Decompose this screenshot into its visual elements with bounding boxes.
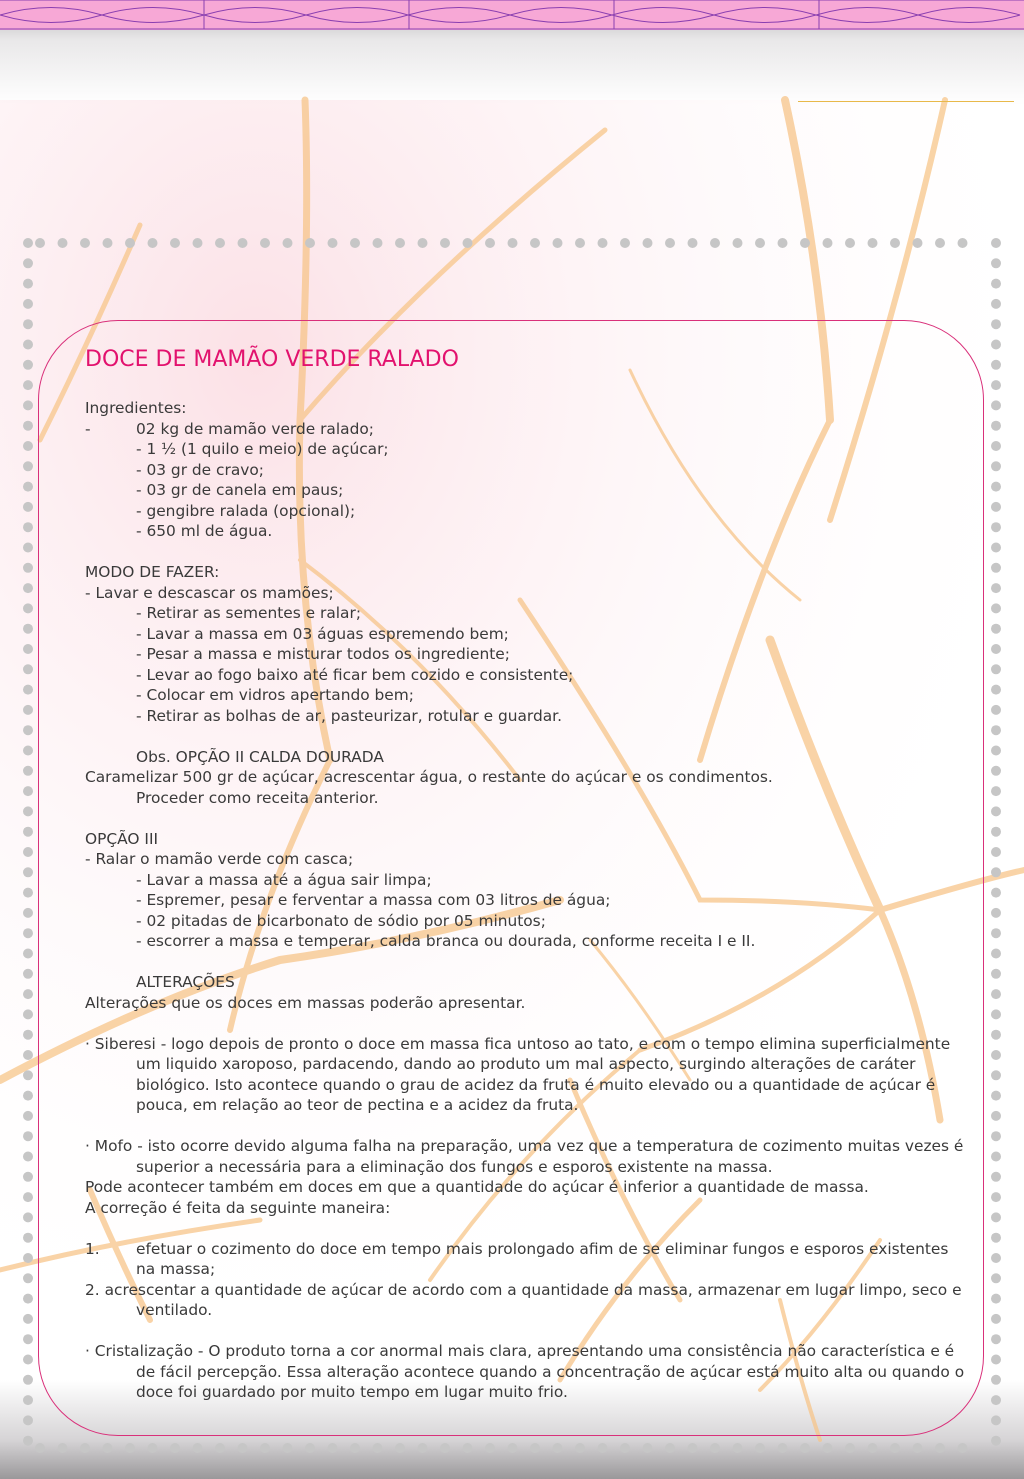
border-dot xyxy=(23,421,33,431)
border-dot xyxy=(755,238,765,248)
border-dot xyxy=(215,1443,225,1453)
border-dot xyxy=(170,1443,180,1453)
border-dot xyxy=(23,908,33,918)
border-dot xyxy=(373,1443,383,1453)
border-dot xyxy=(935,1443,945,1453)
border-dot xyxy=(733,1443,743,1453)
border-dot xyxy=(23,380,33,390)
border-dot xyxy=(845,238,855,248)
border-dot xyxy=(373,238,383,248)
border-dot xyxy=(665,1443,675,1453)
border-dot xyxy=(991,522,1001,532)
border-dot xyxy=(23,441,33,451)
border-dot xyxy=(991,563,1001,573)
border-dot xyxy=(23,1294,33,1304)
border-dot xyxy=(305,238,315,248)
border-dot xyxy=(23,400,33,410)
border-dot xyxy=(991,1395,1001,1405)
ingredient-item: - gengibre ralada (opcional); xyxy=(136,501,356,520)
border-dot xyxy=(148,1443,158,1453)
border-dot xyxy=(23,1314,33,1324)
alteration-mofo-extra: A correção é feita da seguinte maneira: xyxy=(85,1198,391,1217)
border-dot xyxy=(991,1415,1001,1425)
option3-step: - Espremer, pesar e ferventar a massa com 03 litros de água; xyxy=(136,891,611,909)
border-dot xyxy=(215,238,225,248)
border-dot xyxy=(991,1375,1001,1385)
border-dot xyxy=(553,238,563,248)
border-dot xyxy=(991,1192,1001,1202)
border-dot xyxy=(991,705,1001,715)
border-dot xyxy=(23,1355,33,1365)
border-dot xyxy=(23,1131,33,1141)
border-dot xyxy=(800,238,810,248)
border-dot xyxy=(23,888,33,898)
border-dot xyxy=(991,299,1001,309)
border-dot xyxy=(991,989,1001,999)
border-dot xyxy=(23,928,33,938)
method-step: - Levar ao fogo baixo até ficar bem cozido e consistente; xyxy=(136,665,574,684)
border-dot xyxy=(991,543,1001,553)
correction-text: efetuar o cozimento do doce em tempo mais prolongado afim de se eliminar fungos e esporos existentes na massa; xyxy=(136,1239,949,1278)
correction-number: 1. xyxy=(85,1239,100,1258)
border-dot xyxy=(260,238,270,248)
border-dot xyxy=(148,238,158,248)
alterations-heading: ALTERAÇÕES xyxy=(136,973,235,991)
border-dot xyxy=(23,1212,33,1222)
border-dot xyxy=(58,1443,68,1453)
border-dot xyxy=(440,1443,450,1453)
border-dot xyxy=(575,1443,585,1453)
border-dot xyxy=(23,685,33,695)
border-dot xyxy=(991,1334,1001,1344)
border-dot xyxy=(643,238,653,248)
border-dot xyxy=(35,238,45,248)
border-dot xyxy=(23,664,33,674)
border-dot xyxy=(991,441,1001,451)
border-dot xyxy=(710,238,720,248)
border-dot xyxy=(991,766,1001,776)
border-dot xyxy=(23,989,33,999)
method-step: - Pesar a massa e misturar todos os ingrediente; xyxy=(136,645,510,663)
border-dot xyxy=(23,360,33,370)
border-dot xyxy=(991,340,1001,350)
border-dot xyxy=(991,624,1001,634)
border-dot xyxy=(23,461,33,471)
border-dot xyxy=(23,522,33,532)
border-dot xyxy=(80,238,90,248)
border-dot xyxy=(125,1443,135,1453)
border-dot xyxy=(991,827,1001,837)
border-dot xyxy=(620,1443,630,1453)
border-dot xyxy=(991,1294,1001,1304)
ingredient-item: - 1 ½ (1 quilo e meio) de açúcar; xyxy=(136,440,389,458)
option3-step: - escorrer a massa e temperar, calda branca ou dourada, conforme receita I e II. xyxy=(136,932,756,950)
border-dot xyxy=(23,1273,33,1283)
border-dot xyxy=(395,1443,405,1453)
ingredient-first-marker: - xyxy=(85,419,91,438)
border-dot xyxy=(778,238,788,248)
border-dot xyxy=(23,1050,33,1060)
border-dot xyxy=(305,1443,315,1453)
border-dot xyxy=(991,1172,1001,1182)
recipe-content xyxy=(85,345,970,1403)
border-dot xyxy=(991,1070,1001,1080)
border-dot xyxy=(991,786,1001,796)
border-dot xyxy=(395,238,405,248)
ingredient-item: - 03 gr de canela em paus; xyxy=(136,481,344,499)
alteration-siberesi: · Siberesi - logo depois de pronto o doce em massa fica untoso ao tato, e com o tempo elimina superficialmente um liquido xaroposo, pardacendo, dando ao produto um mal aspecto, surgindo alterações de caráter biológico. Isto acontece quando o grau de acidez da fruta é muito elevado ou a quantidade de açúcar é pouca, em relação ao teor de pectina e a acidez da fruta. xyxy=(85,1034,951,1114)
border-dot xyxy=(23,1436,33,1446)
correction-item-2: 2. acrescentar a quantidade de açúcar de acordo com a quantidade da massa, armazenar em lugar limpo, seco e ventilado. xyxy=(85,1280,962,1319)
option3-heading: OPÇÃO III xyxy=(85,829,159,848)
border-dot xyxy=(991,1253,1001,1263)
correction-item-1 xyxy=(85,1239,970,1280)
alterations-intro: Alterações que os doces em massas poderão apresentar. xyxy=(85,993,526,1012)
border-dot xyxy=(991,969,1001,979)
border-dot xyxy=(23,603,33,613)
border-dot xyxy=(440,238,450,248)
border-dot xyxy=(23,1253,33,1263)
border-dot xyxy=(193,238,203,248)
border-dot xyxy=(991,380,1001,390)
border-dot xyxy=(23,1152,33,1162)
border-dot xyxy=(991,685,1001,695)
border-dot xyxy=(530,1443,540,1453)
border-dot xyxy=(238,1443,248,1453)
border-dot xyxy=(23,949,33,959)
border-dot xyxy=(23,238,33,248)
border-dot xyxy=(890,1443,900,1453)
border-dot xyxy=(913,238,923,248)
method-step: - Retirar as sementes e ralar; xyxy=(136,604,362,622)
border-dot xyxy=(958,1443,968,1453)
border-dot xyxy=(23,806,33,816)
border-dot xyxy=(80,1443,90,1453)
border-dot xyxy=(991,583,1001,593)
border-dot xyxy=(991,400,1001,410)
border-dot xyxy=(23,847,33,857)
border-dot xyxy=(328,238,338,248)
border-dot xyxy=(991,1436,1001,1446)
border-dot xyxy=(800,1443,810,1453)
method-step: - Lavar a massa em 03 águas espremendo bem; xyxy=(136,624,509,643)
border-dot xyxy=(23,1009,33,1019)
border-dot xyxy=(23,340,33,350)
border-dot xyxy=(620,238,630,248)
border-dot xyxy=(665,238,675,248)
option2-text: Proceder como receita anterior. xyxy=(136,788,379,807)
border-dot xyxy=(643,1443,653,1453)
border-dot xyxy=(418,1443,428,1453)
border-dot xyxy=(23,299,33,309)
border-dot xyxy=(890,238,900,248)
border-dot xyxy=(991,1273,1001,1283)
ingredient-first-text: 02 kg de mamão verde ralado; xyxy=(136,419,374,438)
option3-step-first: - Ralar o mamão verde com casca; xyxy=(85,850,354,868)
border-dot xyxy=(868,238,878,248)
border-dot xyxy=(170,238,180,248)
ingredient-first xyxy=(85,419,970,440)
border-dot xyxy=(868,1443,878,1453)
border-dot xyxy=(991,360,1001,370)
border-dot xyxy=(991,482,1001,492)
border-dot xyxy=(991,928,1001,938)
border-dot xyxy=(23,766,33,776)
border-dot xyxy=(845,1443,855,1453)
border-dot xyxy=(23,1334,33,1344)
border-dot xyxy=(991,1009,1001,1019)
border-dot xyxy=(23,786,33,796)
border-dot xyxy=(823,1443,833,1453)
border-dot xyxy=(58,238,68,248)
border-dot xyxy=(991,806,1001,816)
border-dot xyxy=(125,238,135,248)
border-dot xyxy=(23,258,33,268)
border-dot xyxy=(23,1415,33,1425)
border-dot xyxy=(23,1091,33,1101)
border-dot xyxy=(991,1314,1001,1324)
border-dot xyxy=(23,482,33,492)
border-dot xyxy=(283,1443,293,1453)
alteration-cristalizacao: · Cristalização - O produto torna a cor anormal mais clara, apresentando uma consistência não característica e é de fácil percepção. Essa alteração acontece quando a concentração de açúcar está muito alta ou quando o doce foi guardado por muito tempo em lugar muito frio. xyxy=(85,1342,965,1401)
border-dot xyxy=(598,238,608,248)
border-dot xyxy=(991,421,1001,431)
border-dot xyxy=(23,624,33,634)
border-dot xyxy=(991,1233,1001,1243)
option2-text: Caramelizar 500 gr de açúcar, acrescentar água, o restante do açúcar e os condimentos. xyxy=(85,768,773,786)
border-dot xyxy=(991,1050,1001,1060)
border-dot xyxy=(193,1443,203,1453)
border-dot xyxy=(103,1443,113,1453)
border-dot xyxy=(991,1152,1001,1162)
border-dot xyxy=(350,238,360,248)
border-dot xyxy=(23,543,33,553)
border-dot xyxy=(23,1375,33,1385)
border-dot xyxy=(991,1111,1001,1121)
border-dot xyxy=(23,705,33,715)
border-dot xyxy=(991,746,1001,756)
border-dot xyxy=(103,238,113,248)
border-dot xyxy=(991,1030,1001,1040)
border-dot xyxy=(991,888,1001,898)
border-dot xyxy=(991,725,1001,735)
border-dot xyxy=(463,238,473,248)
border-dot xyxy=(23,644,33,654)
border-dot xyxy=(991,867,1001,877)
border-dot xyxy=(463,1443,473,1453)
border-dot xyxy=(553,1443,563,1453)
method-heading: MODO DE FAZER: xyxy=(85,563,220,581)
border-dot xyxy=(23,1172,33,1182)
border-dot xyxy=(755,1443,765,1453)
border-dot xyxy=(23,1192,33,1202)
border-dot xyxy=(23,279,33,289)
border-dot xyxy=(598,1443,608,1453)
border-dot xyxy=(991,238,1001,248)
border-dot xyxy=(823,238,833,248)
border-dot xyxy=(350,1443,360,1453)
ingredient-item: - 03 gr de cravo; xyxy=(136,460,264,479)
border-dot xyxy=(418,238,428,248)
border-dot xyxy=(710,1443,720,1453)
border-dot xyxy=(991,847,1001,857)
border-dot xyxy=(991,279,1001,289)
border-dot xyxy=(991,502,1001,512)
border-dot xyxy=(530,238,540,248)
ingredient-item: - 650 ml de água. xyxy=(136,522,273,540)
border-dot xyxy=(23,319,33,329)
border-dot xyxy=(991,603,1001,613)
border-dot xyxy=(991,664,1001,674)
border-dot xyxy=(35,1443,45,1453)
border-dot xyxy=(991,1131,1001,1141)
border-dot xyxy=(23,1030,33,1040)
alteration-mofo: · Mofo - isto ocorre devido alguma falha na preparação, uma vez que a temperatura de cozimento muitas vezes é superior a necessária para a eliminação dos fungos e esporos existente na massa. xyxy=(85,1137,964,1176)
border-dot xyxy=(991,644,1001,654)
border-dot xyxy=(23,1111,33,1121)
border-dot xyxy=(23,502,33,512)
border-dot xyxy=(283,238,293,248)
border-dot xyxy=(23,969,33,979)
border-dot xyxy=(328,1443,338,1453)
border-dot xyxy=(508,238,518,248)
border-dot xyxy=(991,1355,1001,1365)
border-dot xyxy=(688,238,698,248)
border-dot xyxy=(485,238,495,248)
border-dot xyxy=(23,1395,33,1405)
border-dot xyxy=(508,1443,518,1453)
ingredients-heading: Ingredientes: xyxy=(85,399,187,417)
border-dot xyxy=(913,1443,923,1453)
border-dot xyxy=(991,319,1001,329)
border-dot xyxy=(991,258,1001,268)
border-dot xyxy=(991,461,1001,471)
border-dot xyxy=(991,1212,1001,1222)
border-dot xyxy=(688,1443,698,1453)
border-dot xyxy=(935,238,945,248)
border-dot xyxy=(260,1443,270,1453)
border-dot xyxy=(991,908,1001,918)
border-dot xyxy=(733,238,743,248)
border-dot xyxy=(23,746,33,756)
method-step-first: - Lavar e descascar os mamões; xyxy=(85,583,334,602)
recipe-title: DOCE DE MAMÃO VERDE RALADO xyxy=(85,347,459,372)
border-dot xyxy=(23,1233,33,1243)
method-step: - Retirar as bolhas de ar, pasteurizar, rotular e guardar. xyxy=(136,706,562,725)
border-dot xyxy=(991,1091,1001,1101)
border-dot xyxy=(238,238,248,248)
border-dot xyxy=(23,583,33,593)
border-dot xyxy=(23,725,33,735)
method-step: - Colocar em vidros apertando bem; xyxy=(136,686,414,704)
border-dot xyxy=(575,238,585,248)
option3-step: - Lavar a massa até a água sair limpa; xyxy=(136,870,432,889)
border-dot xyxy=(23,563,33,573)
alteration-mofo-extra: Pode acontecer também em doces em que a quantidade do açúcar é inferior a quantidade de massa. xyxy=(85,1178,869,1196)
border-dot xyxy=(958,238,968,248)
border-dot xyxy=(485,1443,495,1453)
border-dot xyxy=(991,949,1001,959)
option3-step: - 02 pitadas de bicarbonato de sódio por 05 minutos; xyxy=(136,911,546,930)
option2-heading: Obs. OPÇÃO II CALDA DOURADA xyxy=(136,747,384,766)
border-dot xyxy=(23,867,33,877)
border-dot xyxy=(23,1070,33,1080)
border-dot xyxy=(23,827,33,837)
border-dot xyxy=(778,1443,788,1453)
